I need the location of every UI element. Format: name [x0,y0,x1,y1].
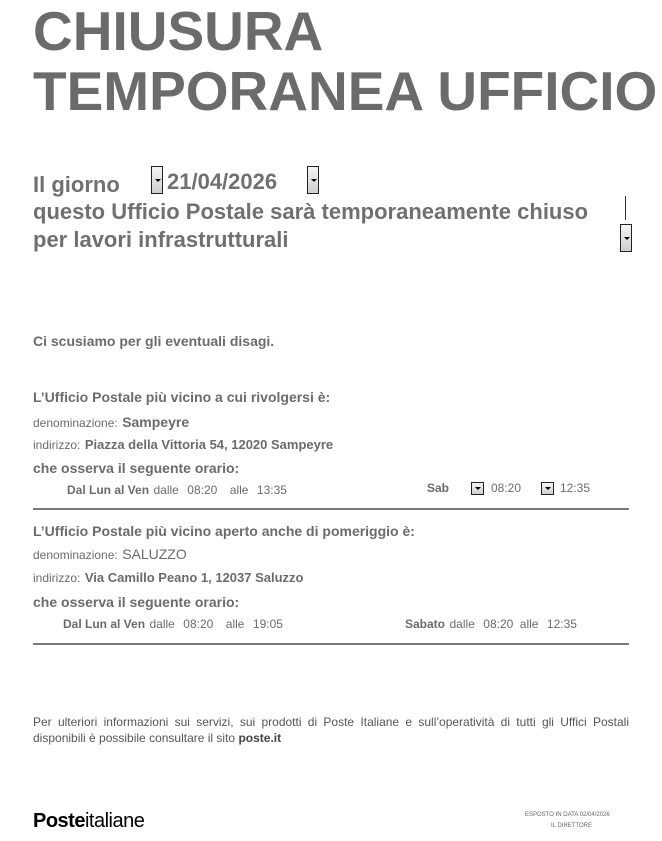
office2-from-label: dalle [149,617,175,631]
office2-sat-open: 08:20 [483,617,514,631]
info-text: Per ulteriori informazioni sui servizi, sui prodotti di Poste Italiane e sull’operatività di tutti gli Uffici Postali disponibili è possibile consultare il sito [33,715,629,745]
date-dropdown-left[interactable] [151,166,163,194]
day-label: Il giorno [33,172,120,197]
closure-date[interactable]: 21/04/2026 [167,169,278,194]
apology-text: Ci scusiamo per gli eventuali disagi. [33,333,275,349]
office2-name: SALUZZO [122,546,187,562]
office2-sat-label: Sabato [405,617,446,631]
closure-statement: questo Ufficio Postale sarà temporaneamente chiuso [33,199,589,224]
site-link[interactable]: poste.it [238,731,282,745]
office2-address-row [33,569,304,587]
info-paragraph [33,714,629,746]
office1-name-label: denominazione: [33,416,118,430]
office1-heading: L’Ufficio Postale più vicino a cui rivolgersi è: [33,389,331,405]
office2-weekday-open: 08:20 [183,617,214,631]
office2-address: Via Camillo Peano 1, 12037 Saluzzo [84,570,304,585]
office1-weekday-close: 13:35 [256,483,287,497]
office2-sat-hours [405,615,577,633]
logo-light: italiane [84,810,145,832]
office2-sat-from-label: dalle [449,617,475,631]
office2-sat-to-label: alle [519,617,539,631]
office1-name: Sampeyre [122,414,190,430]
office1-sat-close[interactable]: 12:35 [560,481,591,495]
office1-to-label: alle [229,483,249,497]
office1-name-row [33,414,189,432]
office2-weekday-hours [63,615,283,633]
closure-reason[interactable]: per lavori infrastrutturali [33,227,289,252]
office2-to-label: alle [225,617,245,631]
office1-sat-open[interactable]: 08:20 [491,481,522,495]
text-cursor [625,196,626,220]
date-dropdown-right[interactable] [307,166,319,194]
title-line-1: CHIUSURA [33,0,324,62]
sat-open-dropdown[interactable] [471,482,484,495]
office2-address-label: indirizzo: [33,571,81,585]
poste-italiane-logo [33,810,144,833]
office2-name-label: denominazione: [33,548,118,562]
office2-weekday-close: 19:05 [252,617,283,631]
office1-weekday-label: Dal Lun al Ven [67,483,150,497]
title-line-2: TEMPORANEA UFFICIO [33,60,658,122]
section-divider [33,508,629,510]
exposed-date-row [525,812,610,818]
office2-hours-heading: che osserva il seguente orario: [33,594,240,610]
exposed-label: ESPOSTO IN DATA [525,812,579,818]
office2-weekday-label: Dal Lun al Ven [63,617,146,631]
reason-dropdown[interactable] [620,224,632,252]
office2-sat-close: 12:35 [546,617,577,631]
office1-weekday-hours [67,481,287,499]
office1-address-row [33,436,333,454]
office1-weekday-open: 08:20 [187,483,218,497]
director-label: IL DIRETTORE [551,823,593,829]
office1-sat-label: Sab [427,481,450,495]
office2-heading: L’Ufficio Postale più vicino aperto anche di pomeriggio è: [33,523,415,539]
office1-address-label: indirizzo: [33,438,81,452]
exposed-date: 02/04/2026 [579,812,610,818]
logo-bold: Poste [33,810,85,832]
office2-name-row [33,546,187,564]
office1-from-label: dalle [153,483,179,497]
office1-hours-heading: che osserva il seguente orario: [33,460,240,476]
section-divider [33,643,629,645]
sat-close-dropdown[interactable] [541,482,554,495]
office1-address: Piazza della Vittoria 54, 12020 Sampeyre [84,437,334,452]
